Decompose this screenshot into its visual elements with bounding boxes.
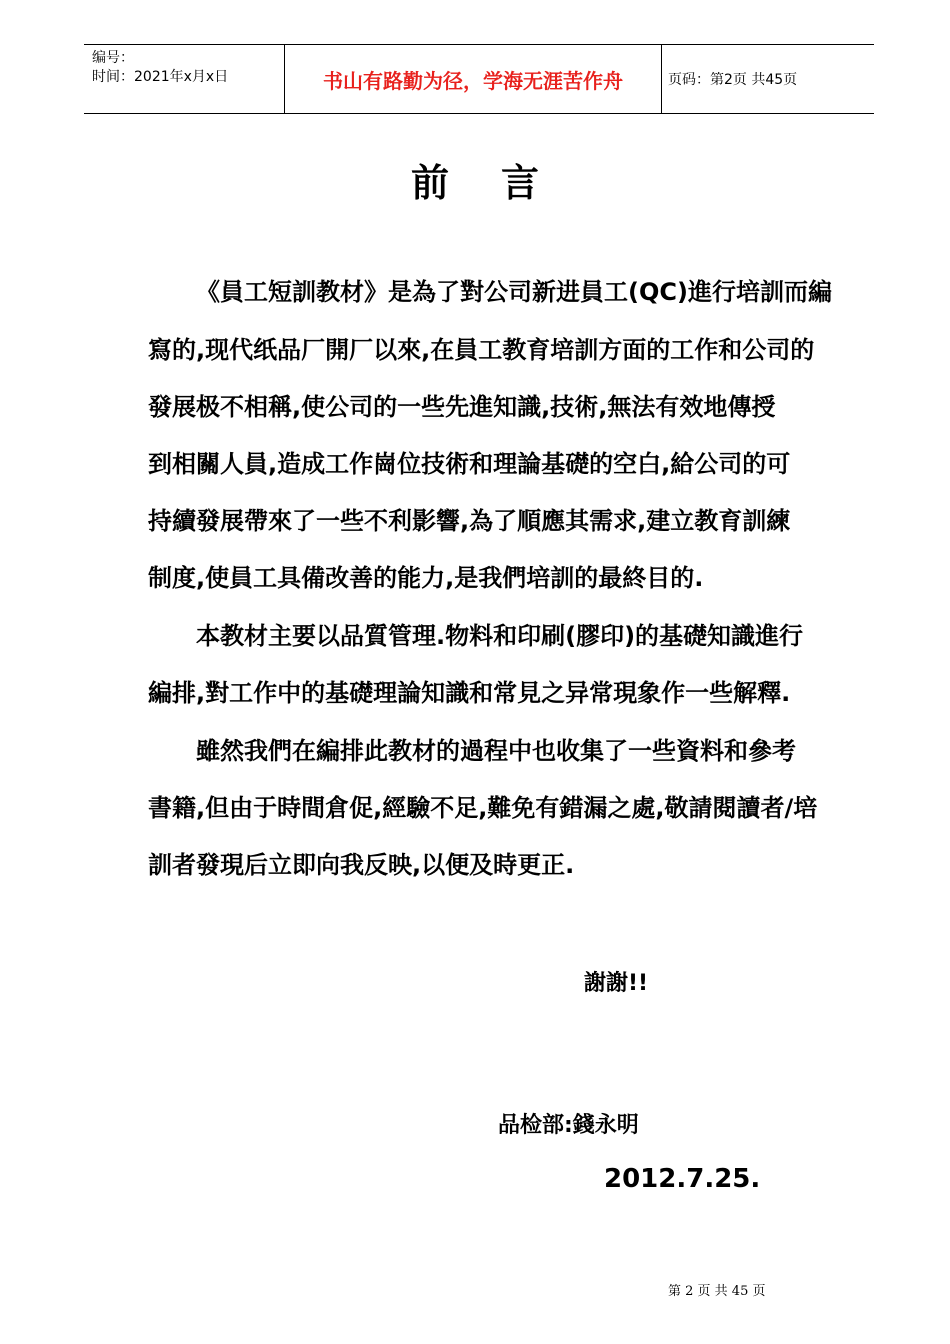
header-page-info: 页码：第2页 共45页 (668, 72, 798, 88)
paragraph-line: 本教材主要以品質管理.物料和印刷(膠印)的基礎知識進行 (196, 622, 804, 650)
page-footer: 第 2 页 共 45 页 (668, 1284, 766, 1299)
header-time-label: 时间：2021年x月x日 (92, 69, 229, 85)
paragraph-line: 雖然我們在編排此教材的過程中也收集了一些資料和參考 (196, 737, 796, 765)
paragraph-line: 發展极不相稱,使公司的一些先進知識,技術,無法有效地傳授 (148, 393, 776, 421)
header-number-label: 编号： (92, 50, 134, 66)
paragraph-line: 訓者發現后立即向我反映,以便及時更正. (148, 851, 575, 879)
closing-thanks: 謝謝!! (584, 971, 649, 996)
signature: 品检部:錢永明 (498, 1113, 639, 1138)
paragraph-line: 持續發展帶來了一些不利影響,為了順應其需求,建立教育訓練 (148, 507, 791, 535)
paragraph-line: 制度,使員工具備改善的能力,是我們培訓的最終目的. (148, 564, 704, 592)
paragraph-line: 編排,對工作中的基礎理論知識和常見之异常現象作一些解釋. (148, 679, 791, 707)
document-date: 2012.7.25. (604, 1164, 761, 1194)
paragraph-line: 書籍,但由于時間倉促,經驗不足,難免有錯漏之處,敬請閱讀者/培 (148, 794, 818, 822)
page-header (84, 44, 874, 114)
header-meta (92, 49, 228, 87)
paragraph-line: 寫的,现代纸品厂開厂以來,在員工教育培訓方面的工作和公司的 (148, 336, 815, 364)
header-motto: 书山有路勤为径，学海无涯苦作舟 (284, 45, 662, 113)
paragraph-line: 《員工短訓教材》是為了對公司新进員工(QC)進行培訓而編 (196, 278, 832, 306)
page-title: 前言 (410, 161, 591, 205)
paragraph-line: 到相關人員,造成工作崗位技術和理論基礎的空白,給公司的可 (148, 450, 791, 478)
